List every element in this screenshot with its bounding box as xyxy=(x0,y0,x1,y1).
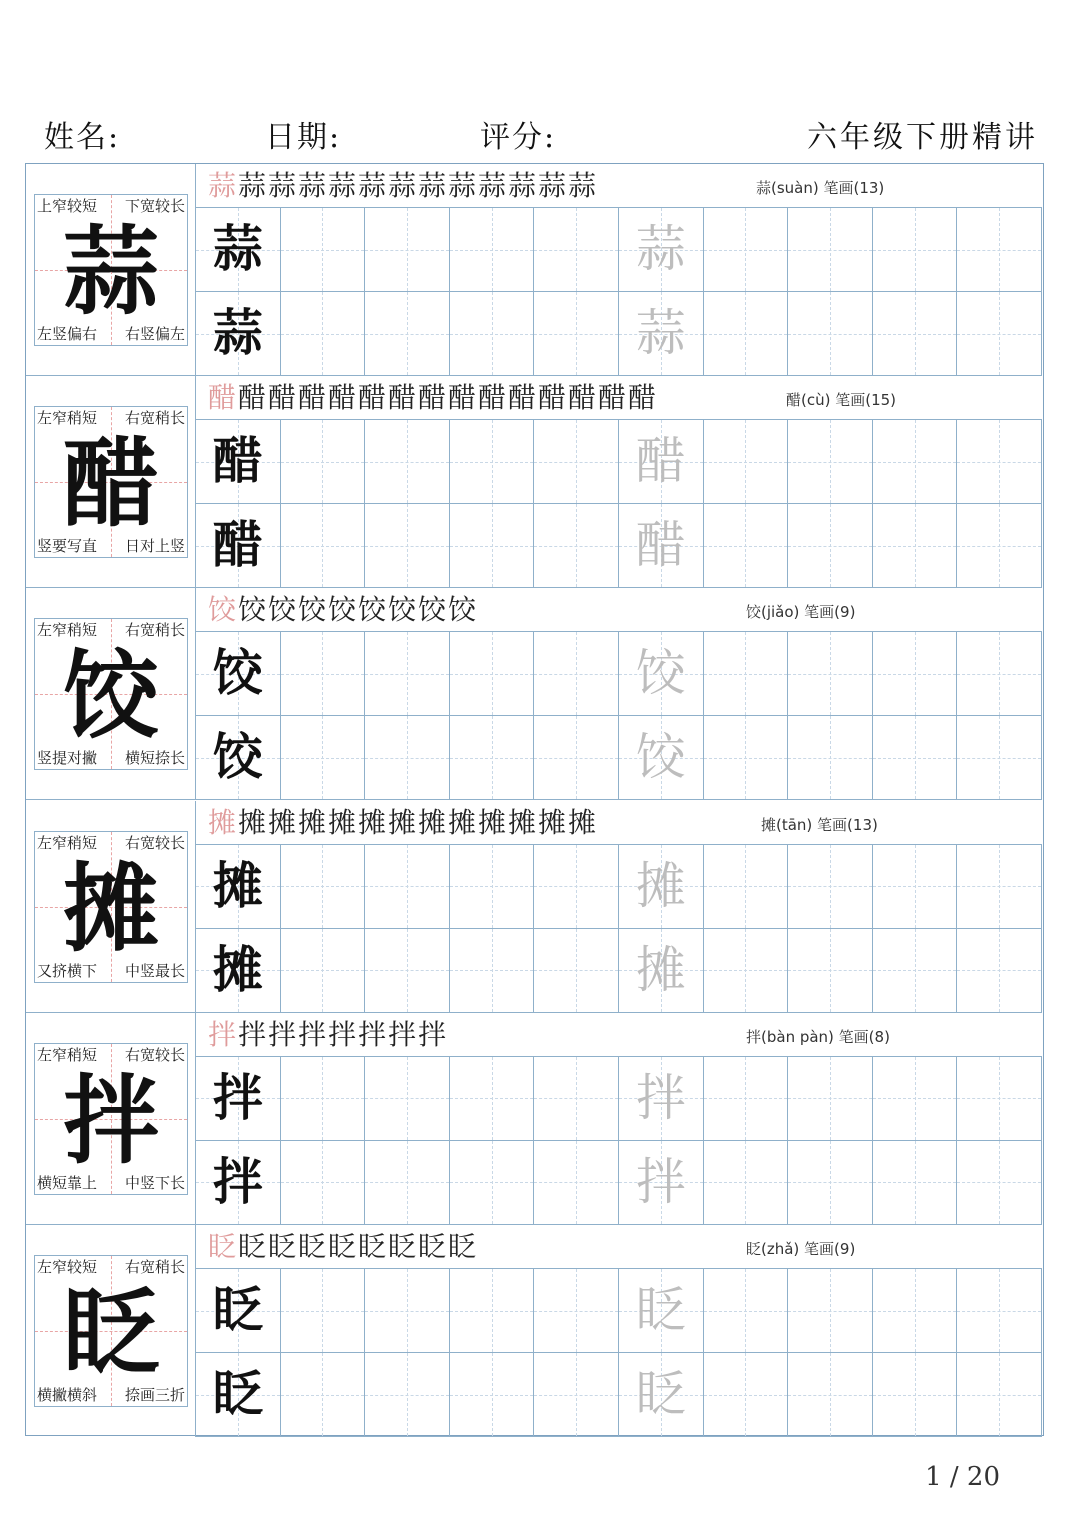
practice-cell[interactable] xyxy=(450,1057,535,1141)
writing-tip: 中竖下长 xyxy=(124,1173,185,1192)
model-character-box xyxy=(34,194,188,346)
model-character-panel xyxy=(26,164,196,375)
practice-cell[interactable] xyxy=(281,632,366,716)
practice-cell[interactable] xyxy=(196,1141,281,1225)
practice-cell[interactable] xyxy=(704,845,789,929)
example-character: 拌 xyxy=(212,1151,263,1211)
trace-character: 眨 xyxy=(635,1281,686,1339)
practice-cell[interactable] xyxy=(788,929,873,1013)
practice-cell[interactable] xyxy=(534,716,619,800)
practice-cell[interactable] xyxy=(704,632,789,716)
stroke-step-first: 蒜 xyxy=(208,169,239,202)
practice-cell[interactable] xyxy=(281,420,366,504)
stroke-step-first: 摊 xyxy=(208,805,239,839)
writing-tip: 右宽较长 xyxy=(124,1045,185,1064)
model-character-box xyxy=(34,618,188,770)
date-label: 日期: xyxy=(265,120,342,155)
model-character-panel xyxy=(26,588,196,799)
practice-cell[interactable] xyxy=(619,1141,704,1225)
practice-cell[interactable] xyxy=(619,420,704,504)
writing-tip: 横撇横斜 xyxy=(37,1386,98,1404)
practice-cell[interactable] xyxy=(365,716,450,800)
practice-cell[interactable] xyxy=(704,1269,789,1353)
model-character: 醋 xyxy=(63,427,159,541)
trace-character: 饺 xyxy=(635,644,686,703)
practice-cell[interactable] xyxy=(873,420,958,504)
practice-cell[interactable] xyxy=(873,632,958,716)
name-label: 姓名: xyxy=(44,120,121,155)
model-character: 蒜 xyxy=(63,215,159,328)
stroke-order-strip xyxy=(196,801,1042,845)
practice-cell[interactable] xyxy=(196,1269,281,1353)
stroke-order-strip xyxy=(196,164,1042,208)
practice-cell[interactable] xyxy=(873,716,958,800)
practice-cell[interactable] xyxy=(281,1269,366,1353)
practice-cell[interactable] xyxy=(534,632,619,716)
stroke-order-strip xyxy=(196,588,1042,632)
practice-cell[interactable] xyxy=(957,929,1042,1013)
practice-cell[interactable] xyxy=(450,1353,535,1437)
model-character: 眨 xyxy=(63,1276,159,1389)
practice-cell[interactable] xyxy=(788,716,873,800)
practice-cell[interactable] xyxy=(365,1057,450,1141)
practice-cell[interactable] xyxy=(788,208,873,292)
practice-cell[interactable] xyxy=(957,420,1042,504)
practice-cell[interactable] xyxy=(873,1141,958,1225)
practice-cell[interactable] xyxy=(534,504,619,588)
practice-cell[interactable] xyxy=(281,504,366,588)
trace-character: 眨 xyxy=(635,1365,686,1423)
writing-tip: 竖要写直 xyxy=(37,537,98,556)
practice-cell[interactable] xyxy=(196,716,281,800)
writing-tip: 横短捺长 xyxy=(124,749,185,768)
practice-cell[interactable] xyxy=(873,1057,958,1141)
practice-cell[interactable] xyxy=(619,1353,704,1437)
stroke-step-first: 醋 xyxy=(208,381,239,415)
practice-cell[interactable] xyxy=(704,716,789,800)
example-character: 醋 xyxy=(212,431,263,491)
practice-cell[interactable] xyxy=(704,1353,789,1437)
writing-tip: 左窄较短 xyxy=(37,1258,98,1276)
model-character-box xyxy=(34,406,188,558)
practice-cell[interactable] xyxy=(619,1057,704,1141)
practice-cell[interactable] xyxy=(196,929,281,1013)
practice-cell[interactable] xyxy=(534,1353,619,1437)
practice-row xyxy=(26,164,1042,376)
practice-cell[interactable] xyxy=(365,504,450,588)
character-info: 摊(tān) 笔画(13) xyxy=(761,815,878,834)
practice-cell[interactable] xyxy=(788,1353,873,1437)
practice-cell[interactable] xyxy=(281,716,366,800)
practice-cell[interactable] xyxy=(788,420,873,504)
practice-cell[interactable] xyxy=(450,716,535,800)
practice-grid xyxy=(196,208,1042,376)
model-character-panel xyxy=(26,1013,196,1224)
stroke-step-first: 饺 xyxy=(208,593,239,627)
trace-character: 醋 xyxy=(635,516,686,575)
practice-cell[interactable] xyxy=(704,208,789,292)
practice-cell[interactable] xyxy=(450,929,535,1013)
stroke-order-sequence: 眨眨眨眨眨眨眨眨眨 xyxy=(208,1230,479,1263)
practice-cell[interactable] xyxy=(365,208,450,292)
practice-cell[interactable] xyxy=(788,1141,873,1225)
model-character: 拌 xyxy=(63,1063,159,1177)
practice-cell[interactable] xyxy=(957,845,1042,929)
stroke-order-strip xyxy=(196,1225,1042,1269)
example-character: 摊 xyxy=(212,939,263,999)
practice-cell[interactable] xyxy=(957,632,1042,716)
character-info: 眨(zhǎ) 笔画(9) xyxy=(746,1240,856,1258)
practice-cell[interactable] xyxy=(450,420,535,504)
practice-cell[interactable] xyxy=(281,292,366,376)
practice-cell[interactable] xyxy=(365,292,450,376)
character-info: 醋(cù) 笔画(15) xyxy=(786,391,897,410)
writing-tip: 右宽较长 xyxy=(124,833,185,852)
model-character-panel xyxy=(26,801,196,1012)
page-number: 1 / 20 xyxy=(925,1462,1000,1492)
example-character: 拌 xyxy=(212,1067,263,1127)
example-character: 醋 xyxy=(212,515,263,575)
writing-tip: 左窄稍短 xyxy=(37,833,98,852)
practice-row xyxy=(26,376,1042,588)
practice-cell[interactable] xyxy=(450,845,535,929)
practice-cell[interactable] xyxy=(534,845,619,929)
practice-cell[interactable] xyxy=(281,845,366,929)
example-character: 摊 xyxy=(212,855,263,915)
practice-cell[interactable] xyxy=(281,208,366,292)
practice-cell[interactable] xyxy=(704,504,789,588)
practice-cell[interactable] xyxy=(619,929,704,1013)
practice-cell[interactable] xyxy=(281,1141,366,1225)
writing-tip: 右宽稍长 xyxy=(124,621,185,640)
model-character-panel xyxy=(26,1225,196,1437)
character-info: 拌(bàn pàn) 笔画(8) xyxy=(746,1027,890,1046)
writing-tip: 左窄稍短 xyxy=(37,621,98,640)
practice-cell[interactable] xyxy=(957,504,1042,588)
example-character: 饺 xyxy=(212,727,263,787)
stroke-order-sequence: 拌拌拌拌拌拌拌拌 xyxy=(208,1017,449,1051)
practice-grid xyxy=(196,1057,1042,1225)
practice-sheet xyxy=(25,163,1044,1436)
practice-cell[interactable] xyxy=(873,1269,958,1353)
practice-cell[interactable] xyxy=(365,1141,450,1225)
writing-tip: 横短靠上 xyxy=(37,1173,98,1192)
example-character: 饺 xyxy=(212,643,263,703)
writing-tip: 又挤横下 xyxy=(37,961,98,980)
practice-row xyxy=(26,1013,1042,1225)
practice-row xyxy=(26,1225,1042,1437)
practice-cell[interactable] xyxy=(704,929,789,1013)
writing-tip: 下宽较长 xyxy=(124,197,185,215)
stroke-order-sequence: 饺饺饺饺饺饺饺饺饺 xyxy=(208,593,479,627)
model-character-box xyxy=(34,831,188,983)
practice-cell[interactable] xyxy=(704,1141,789,1225)
practice-cell[interactable] xyxy=(704,420,789,504)
trace-character: 蒜 xyxy=(635,220,686,278)
example-character: 眨 xyxy=(212,1280,263,1339)
model-character-box xyxy=(34,1043,188,1195)
writing-tip: 竖提对撇 xyxy=(37,749,98,768)
practice-cell[interactable] xyxy=(873,1353,958,1437)
writing-tip: 右宽稍长 xyxy=(124,1258,185,1276)
writing-tip: 右宽稍长 xyxy=(124,409,185,428)
practice-cell[interactable] xyxy=(450,632,535,716)
practice-cell[interactable] xyxy=(196,1353,281,1437)
practice-cell[interactable] xyxy=(873,208,958,292)
example-character: 蒜 xyxy=(212,303,263,362)
practice-cell[interactable] xyxy=(788,292,873,376)
practice-cell[interactable] xyxy=(365,420,450,504)
practice-cell[interactable] xyxy=(365,929,450,1013)
writing-tip: 右竖偏左 xyxy=(124,325,185,343)
practice-cell[interactable] xyxy=(873,845,958,929)
practice-cell[interactable] xyxy=(365,845,450,929)
practice-grid xyxy=(196,632,1042,800)
practice-cell[interactable] xyxy=(957,292,1042,376)
practice-cell[interactable] xyxy=(450,208,535,292)
practice-cell[interactable] xyxy=(619,292,704,376)
practice-cell[interactable] xyxy=(788,1269,873,1353)
practice-cell[interactable] xyxy=(957,1057,1042,1141)
practice-cell[interactable] xyxy=(619,504,704,588)
practice-cell[interactable] xyxy=(534,292,619,376)
practice-cell[interactable] xyxy=(704,1057,789,1141)
worksheet-title: 六年级下册精讲 xyxy=(807,120,1038,155)
practice-cell[interactable] xyxy=(450,1141,535,1225)
practice-cell[interactable] xyxy=(450,504,535,588)
practice-cell[interactable] xyxy=(196,420,281,504)
practice-cell[interactable] xyxy=(788,1057,873,1141)
model-character-panel xyxy=(26,376,196,587)
writing-tip: 左窄稍短 xyxy=(37,1045,98,1064)
stroke-order-strip xyxy=(196,1013,1042,1057)
stroke-step-first: 眨 xyxy=(208,1230,239,1263)
practice-cell[interactable] xyxy=(196,208,281,292)
practice-cell[interactable] xyxy=(281,1057,366,1141)
practice-grid xyxy=(196,420,1042,588)
practice-cell[interactable] xyxy=(619,716,704,800)
practice-cell[interactable] xyxy=(957,208,1042,292)
writing-tip: 左竖偏右 xyxy=(37,325,98,343)
practice-cell[interactable] xyxy=(534,1057,619,1141)
practice-cell[interactable] xyxy=(450,1269,535,1353)
practice-cell[interactable] xyxy=(196,1057,281,1141)
practice-cell[interactable] xyxy=(619,1269,704,1353)
trace-character: 蒜 xyxy=(635,304,686,362)
writing-tip: 左窄稍短 xyxy=(37,409,98,428)
practice-cell[interactable] xyxy=(534,208,619,292)
score-label: 评分: xyxy=(480,120,557,155)
practice-cell[interactable] xyxy=(957,1269,1042,1353)
trace-character: 醋 xyxy=(635,432,686,491)
practice-row xyxy=(26,801,1042,1013)
trace-character: 饺 xyxy=(635,728,686,787)
practice-cell[interactable] xyxy=(619,632,704,716)
writing-tip: 日对上竖 xyxy=(124,537,185,556)
practice-cell[interactable] xyxy=(196,632,281,716)
trace-character: 摊 xyxy=(635,940,686,999)
model-character-box xyxy=(34,1255,188,1407)
practice-cell[interactable] xyxy=(873,504,958,588)
example-character: 眨 xyxy=(212,1364,263,1423)
practice-cell[interactable] xyxy=(196,504,281,588)
practice-cell[interactable] xyxy=(619,208,704,292)
practice-cell[interactable] xyxy=(619,845,704,929)
model-character: 饺 xyxy=(63,639,159,753)
stroke-step-first: 拌 xyxy=(208,1017,239,1051)
practice-cell[interactable] xyxy=(281,929,366,1013)
practice-cell[interactable] xyxy=(788,632,873,716)
practice-cell[interactable] xyxy=(534,1269,619,1353)
character-info: 饺(jiǎo) 笔画(9) xyxy=(746,603,856,622)
writing-tip: 中竖最长 xyxy=(124,961,185,980)
practice-cell[interactable] xyxy=(450,292,535,376)
practice-cell[interactable] xyxy=(788,845,873,929)
worksheet-header xyxy=(0,112,1080,162)
stroke-order-strip xyxy=(196,376,1042,420)
practice-grid xyxy=(196,845,1042,1013)
practice-cell[interactable] xyxy=(957,1141,1042,1225)
practice-cell[interactable] xyxy=(873,929,958,1013)
practice-cell[interactable] xyxy=(788,504,873,588)
example-character: 蒜 xyxy=(212,219,263,278)
stroke-order-sequence: 摊摊摊摊摊摊摊摊摊摊摊摊摊 xyxy=(208,805,599,839)
practice-cell[interactable] xyxy=(873,292,958,376)
practice-row xyxy=(26,588,1042,800)
practice-cell[interactable] xyxy=(365,1269,450,1353)
practice-cell[interactable] xyxy=(196,845,281,929)
character-info: 蒜(suàn) 笔画(13) xyxy=(756,179,885,197)
practice-cell[interactable] xyxy=(704,292,789,376)
trace-character: 摊 xyxy=(635,856,686,915)
practice-cell[interactable] xyxy=(365,1353,450,1437)
practice-cell[interactable] xyxy=(534,420,619,504)
practice-grid xyxy=(196,1269,1042,1437)
practice-cell[interactable] xyxy=(281,1353,366,1437)
writing-tip: 捺画三折 xyxy=(124,1386,185,1404)
practice-cell[interactable] xyxy=(957,716,1042,800)
trace-character: 拌 xyxy=(635,1152,686,1211)
practice-cell[interactable] xyxy=(957,1353,1042,1437)
practice-cell[interactable] xyxy=(534,1141,619,1225)
practice-cell[interactable] xyxy=(534,929,619,1013)
stroke-order-sequence: 醋醋醋醋醋醋醋醋醋醋醋醋醋醋醋 xyxy=(208,381,659,415)
writing-tip: 上窄较短 xyxy=(37,197,98,215)
practice-cell[interactable] xyxy=(196,292,281,376)
model-character: 摊 xyxy=(63,851,159,965)
trace-character: 拌 xyxy=(635,1068,686,1127)
practice-cell[interactable] xyxy=(365,632,450,716)
stroke-order-sequence: 蒜蒜蒜蒜蒜蒜蒜蒜蒜蒜蒜蒜蒜 xyxy=(208,169,599,202)
